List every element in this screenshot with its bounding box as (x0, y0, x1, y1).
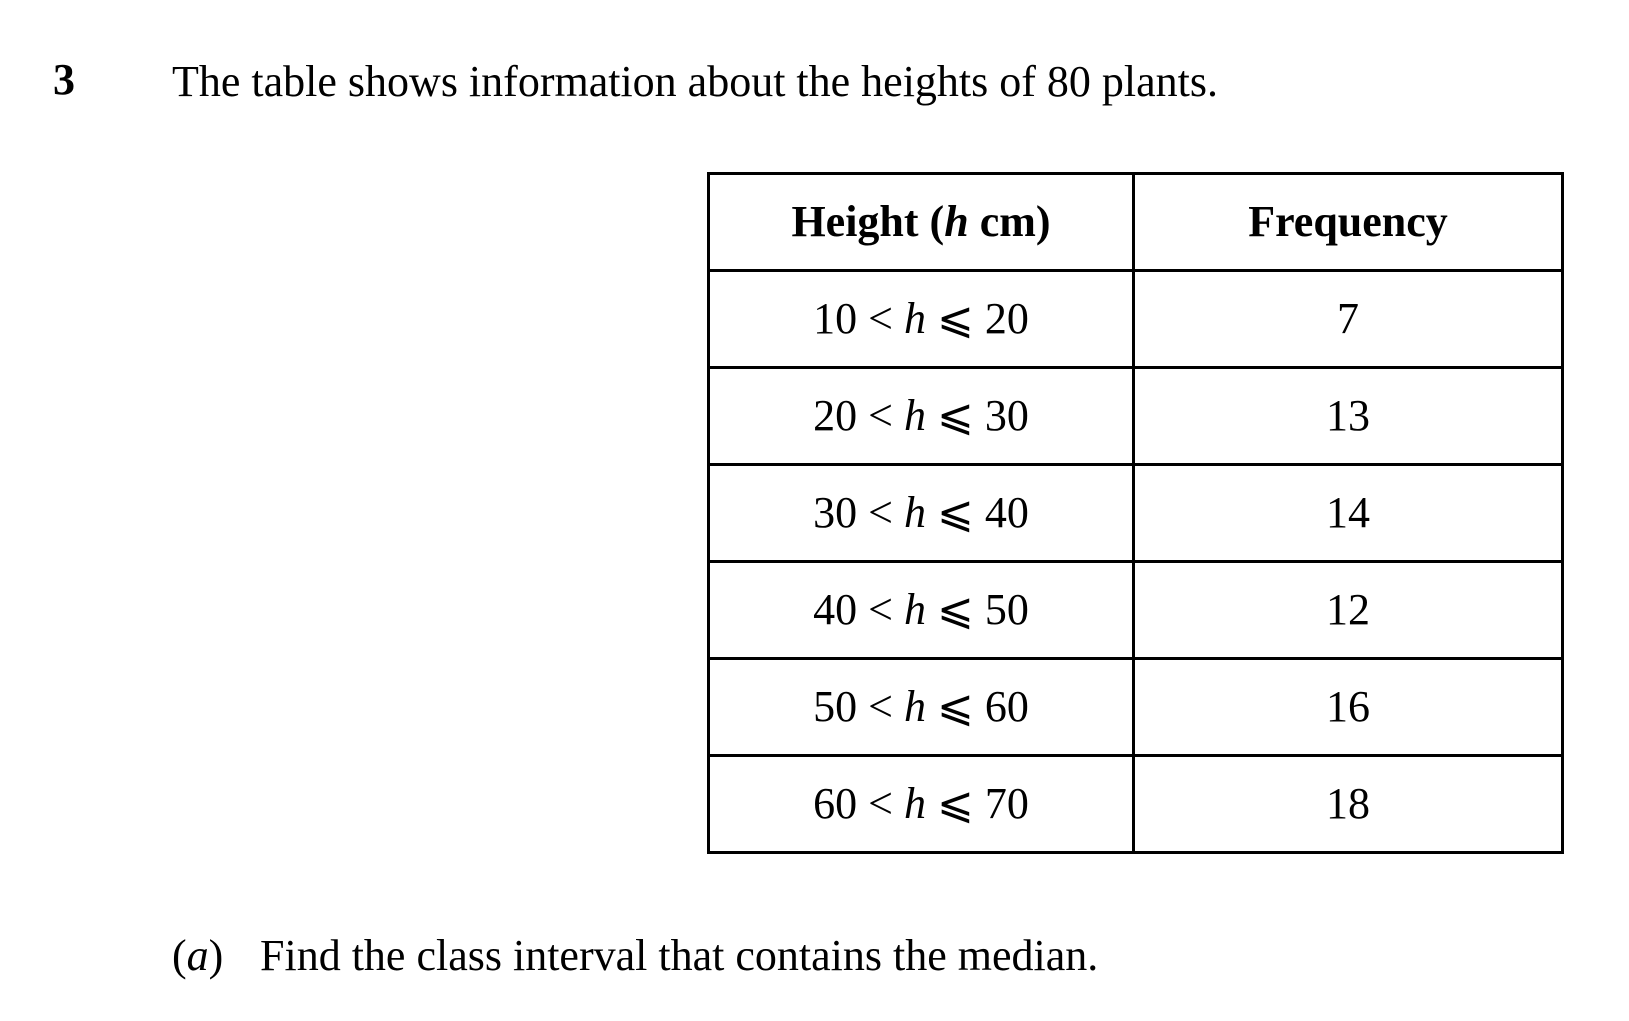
sub-question-text: Find the class interval that contains the median. (260, 931, 1099, 980)
frequency-cell: 7 (1134, 271, 1563, 368)
frequency-cell: 16 (1134, 659, 1563, 756)
table-row (709, 659, 1563, 756)
table-row (709, 562, 1563, 659)
height-interval-cell: 50 < h ⩽ 60 (709, 659, 1134, 756)
sub-question-label: (a) (172, 931, 224, 980)
height-interval-cell: 60 < h ⩽ 70 (709, 756, 1134, 853)
frequency-cell: 12 (1134, 562, 1563, 659)
question-number: 3 (53, 55, 75, 104)
height-frequency-table (707, 172, 1564, 854)
sub-question-a (172, 931, 1099, 980)
question-text: The table shows information about the heights of 80 plants. (172, 57, 1219, 106)
height-interval-cell: 20 < h ⩽ 30 (709, 368, 1134, 465)
table-row (709, 756, 1563, 853)
table-body (709, 271, 1563, 853)
table-row (709, 368, 1563, 465)
frequency-cell: 13 (1134, 368, 1563, 465)
table-header-row (709, 174, 1563, 271)
height-interval-cell: 10 < h ⩽ 20 (709, 271, 1134, 368)
frequency-column-header: Frequency (1134, 174, 1563, 271)
height-interval-cell: 40 < h ⩽ 50 (709, 562, 1134, 659)
frequency-cell: 14 (1134, 465, 1563, 562)
frequency-cell: 18 (1134, 756, 1563, 853)
height-interval-cell: 30 < h ⩽ 40 (709, 465, 1134, 562)
table-row (709, 271, 1563, 368)
table-row (709, 465, 1563, 562)
height-column-header: Height (h cm) (709, 174, 1134, 271)
